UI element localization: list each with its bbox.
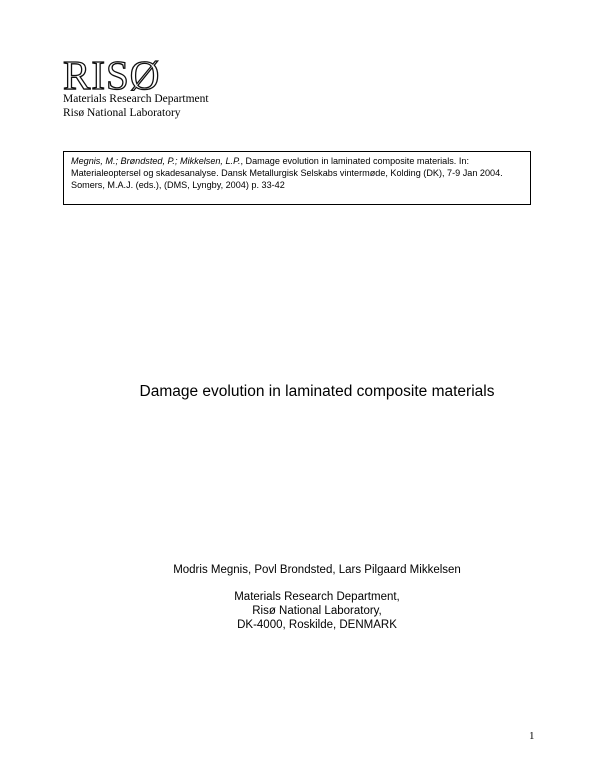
citation-text: , Damage evolution in laminated composite materials. In: Materialeoptersel og skadesanalyse. Dansk Metallurgisk Selskabs vintermøde, Kolding (DK), 7-9 Jan 2004. Somers, M.A.J. (eds.), (DMS, Lyngby, 2004) p. 33-42 [71,156,503,190]
affiliation-line: DK-4000, Roskilde, DENMARK [237,619,397,631]
laboratory-name: Risø National Laboratory [63,107,181,119]
paper-authors: Modris Megnis, Povl Brondsted, Lars Pilgaard Mikkelsen [173,564,461,576]
citation-authors: Megnis, M.; Brøndsted, P.; Mikkelsen, L.P. [71,156,241,166]
paper-title: Damage evolution in laminated composite materials [139,383,495,400]
affiliation-line: Risø National Laboratory, [252,605,382,617]
page-number: 1 [529,730,535,742]
department-name: Materials Research Department [63,93,209,105]
riso-logo: RISØ [63,52,161,98]
affiliation-line: Materials Research Department, [234,591,400,603]
citation-box [63,151,531,205]
